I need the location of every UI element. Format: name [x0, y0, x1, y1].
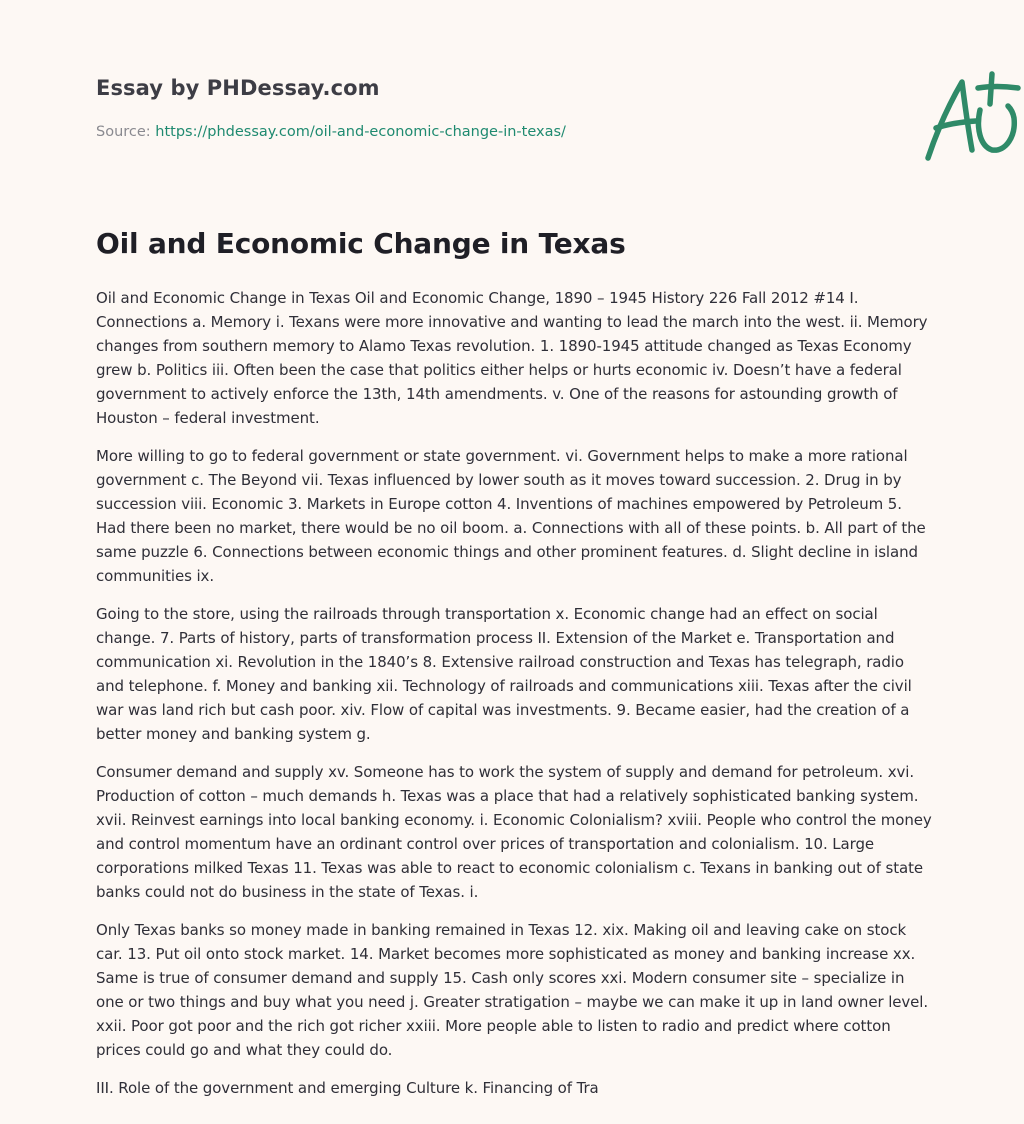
essay-paragraph: Going to the store, using the railroads through transportation x. Economic change had an effect on social change. 7. Parts of history, parts of transformation process II. Extension of the Market e. Transportation and communication xi. Revolution in the 1840’s 8. Extensive railroad construction and Texas has telegraph, radio and telephone. f. Money and banking xii. Technology of railroads and communications xiii. Texas after the civil war was land rich but cash poor. xiv. Flow of capital was investments. 9. Became easier, had the creation of a better money and banking system g. [96, 605, 912, 743]
essay-paragraph: III. Role of the government and emerging Culture k. Financing of Tra [96, 1079, 599, 1097]
essay-paragraph: Oil and Economic Change in Texas Oil and Economic Change, 1890 – 1945 History 226 Fall 2012 #14 I. Connections a. Memory i. Texans were more innovative and wanting to lead the march into the west. ii. Memory changes from southern memory to Alamo Texas revolution. 1. 1890-1945 attitude changed as Texas Economy grew b. Politics iii. Often been the case that politics either helps or hurts economic iv. Doesn’t have a federal government to actively enforce the 13th, 14th amendments. v. One of the reasons for astounding growth of Houston – federal investment. [96, 289, 928, 427]
essay-body [96, 286, 932, 1114]
essay-paragraph: More willing to go to federal government or state government. vi. Government helps to make a more rational government c. The Beyond vii. Texas influenced by lower south as it moves toward succession. 2. Drug in by succession viii. Economic 3. Markets in Europe cotton 4. Inventions of machines empowered by Petroleum 5. Had there been no market, there would be no oil boom. a. Connections with all of these points. b. All part of the same puzzle 6. Connections between economic things and other prominent features. d. Slight decline in island communities ix. [96, 447, 926, 585]
source-line [96, 124, 566, 140]
essay-title: Oil and Economic Change in Texas [96, 227, 626, 260]
site-brand: Essay by PHDessay.com [96, 76, 380, 100]
source-link[interactable]: https://phdessay.com/oil-and-economic-change-in-texas/ [155, 124, 566, 140]
a-plus-grade-icon [918, 66, 1024, 166]
source-label: Source: [96, 124, 156, 140]
essay-paragraph: Consumer demand and supply xv. Someone has to work the system of supply and demand for petroleum. xvi. Production of cotton – much demands h. Texas was a place that had a relatively sophisticated banking system. xvii. Reinvest earnings into local banking economy. i. Economic Colonialism? xviii. People who control the money and control momentum have an ordinant control over prices of transportation and colonialism. 10. Large corporations milked Texas 11. Texas was able to react to economic colonialism c. Texans in banking out of state banks could not do business in the state of Texas. i. [96, 763, 932, 901]
essay-paragraph: Only Texas banks so money made in banking remained in Texas 12. xix. Making oil and leaving cake on stock car. 13. Put oil onto stock market. 14. Market becomes more sophisticated as money and banking increase xx. Same is true of consumer demand and supply 15. Cash only scores xxi. Modern consumer site – specialize in one or two things and buy what you need j. Greater stratigation – maybe we can make it up in land owner level. xxii. Poor got poor and the rich got richer xxiii. More people able to listen to radio and predict where cotton prices could go and what they could do. [96, 921, 929, 1059]
